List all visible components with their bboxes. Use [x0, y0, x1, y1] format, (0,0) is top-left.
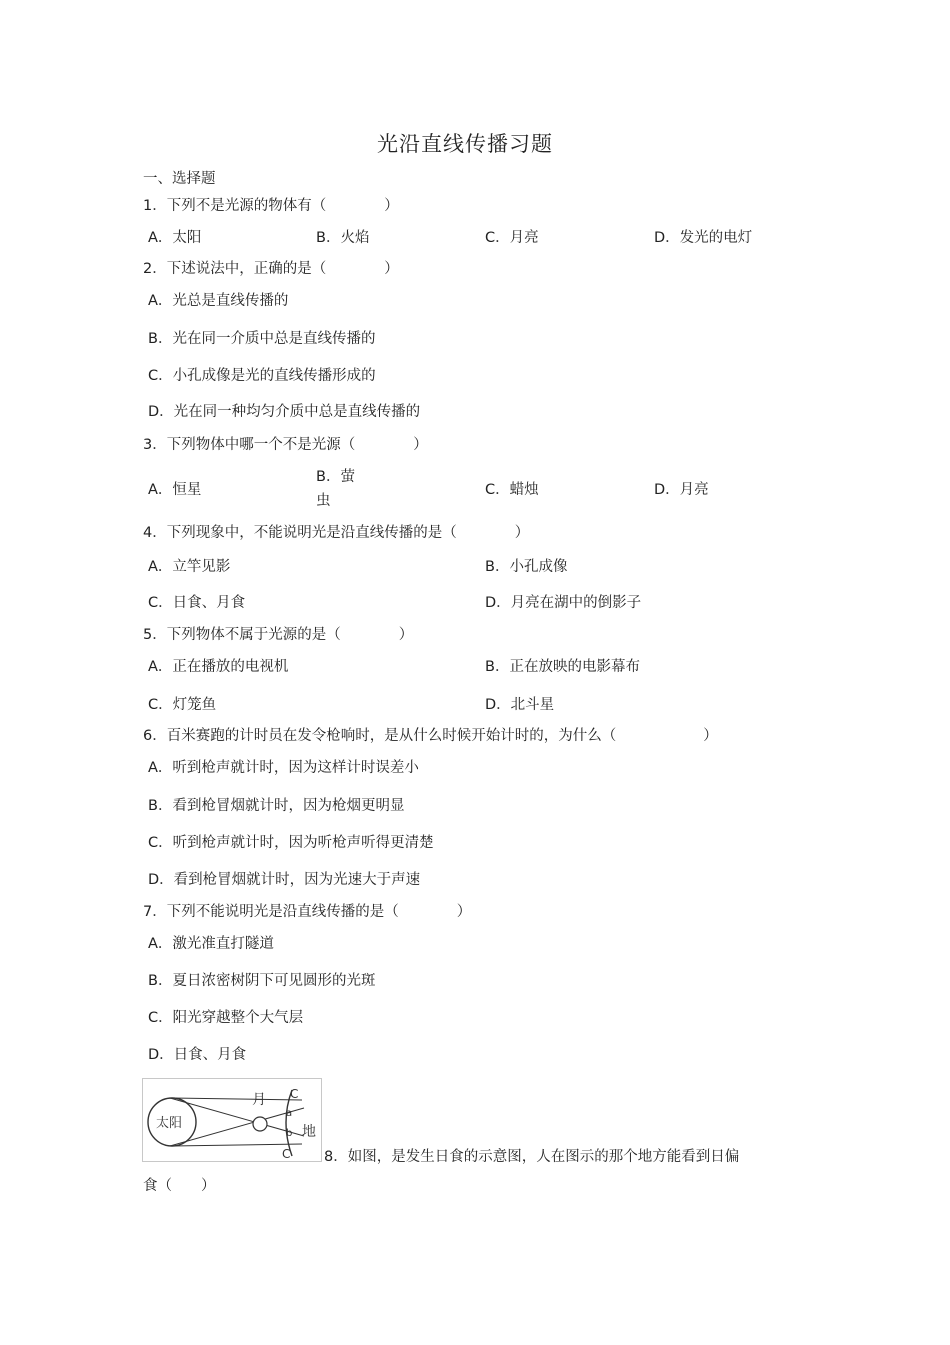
q3-option-b-line1: B．萤	[316, 469, 355, 485]
q3-option-a: A．恒星	[148, 482, 202, 498]
q3-stem: 3．下列物体中哪一个不是光源（ ）	[143, 437, 428, 453]
q1-option-c: C．月亮	[485, 230, 539, 246]
q4-option-a: A．立竿见影	[148, 559, 231, 575]
q8-stem-line1: 8．如图，是发生日食的示意图，人在图示的那个地方能看到日偏	[324, 1149, 740, 1165]
q3-option-c: C．蜡烛	[485, 482, 539, 498]
q5-option-d: D．北斗星	[485, 697, 555, 713]
q2-option-d: D．光在同一种均匀介质中总是直线传播的	[148, 404, 421, 420]
page-title: 光沿直线传播习题	[377, 132, 553, 156]
q7-option-d: D．日食、月食	[148, 1047, 247, 1063]
sun-label: 太阳	[156, 1116, 183, 1131]
q4-option-b: B．小孔成像	[485, 559, 568, 575]
solar-eclipse-diagram	[142, 1078, 322, 1162]
q7-option-c: C．阳光穿越整个大气层	[148, 1010, 304, 1026]
earth-label: 地	[302, 1124, 316, 1140]
q6-option-a: A．听到枪声就计时，因为这样计时误差小	[148, 760, 419, 776]
label-c-top: C	[290, 1087, 299, 1101]
q3-option-b-line2: 虫	[316, 493, 331, 509]
label-b: b	[286, 1128, 293, 1139]
q2-option-c: C．小孔成像是光的直线传播形成的	[148, 368, 376, 384]
q2-option-a: A．光总是直线传播的	[148, 293, 289, 309]
q1-stem: 1．下列不是光源的物体有（ ）	[143, 198, 399, 214]
q3-option-d: D．月亮	[654, 482, 709, 498]
moon-circle	[253, 1117, 267, 1131]
q6-option-c: C．听到枪声就计时，因为听枪声听得更清楚	[148, 835, 434, 851]
q1-option-d: D．发光的电灯	[654, 230, 753, 246]
q2-option-b: B．光在同一介质中总是直线传播的	[148, 331, 376, 347]
q6-stem: 6．百米赛跑的计时员在发令枪响时，是从什么时候开始计时的，为什么（ ）	[143, 728, 718, 744]
q7-option-b: B．夏日浓密树阴下可见圆形的光斑	[148, 973, 376, 989]
q6-option-d: D．看到枪冒烟就计时，因为光速大于声速	[148, 872, 421, 888]
label-a: a	[286, 1108, 293, 1119]
q7-option-a: A．激光准直打隧道	[148, 936, 274, 952]
q5-option-b: B．正在放映的电影幕布	[485, 659, 640, 675]
q1-option-b: B．火焰	[316, 230, 370, 246]
q6-option-b: B．看到枪冒烟就计时，因为枪烟更明显	[148, 798, 405, 814]
label-c-bottom: C	[282, 1147, 291, 1161]
q4-option-d: D．月亮在湖中的倒影子	[485, 595, 642, 611]
q5-stem: 5．下列物体不属于光源的是（ ）	[143, 627, 414, 643]
q2-stem: 2．下述说法中，正确的是（ ）	[143, 261, 399, 277]
moon-label: 月	[252, 1092, 266, 1108]
q5-option-c: C．灯笼鱼	[148, 697, 217, 713]
q4-option-c: C．日食、月食	[148, 595, 246, 611]
q1-option-a: A．太阳	[148, 230, 202, 246]
q4-stem: 4．下列现象中，不能说明光是沿直线传播的是（ ）	[143, 525, 530, 541]
q8-stem-line2: 食（ ）	[143, 1178, 216, 1194]
q7-stem: 7．下列不能说明光是沿直线传播的是（ ）	[143, 904, 472, 920]
section-heading: 一、选择题	[143, 171, 216, 187]
q5-option-a: A．正在播放的电视机	[148, 659, 289, 675]
